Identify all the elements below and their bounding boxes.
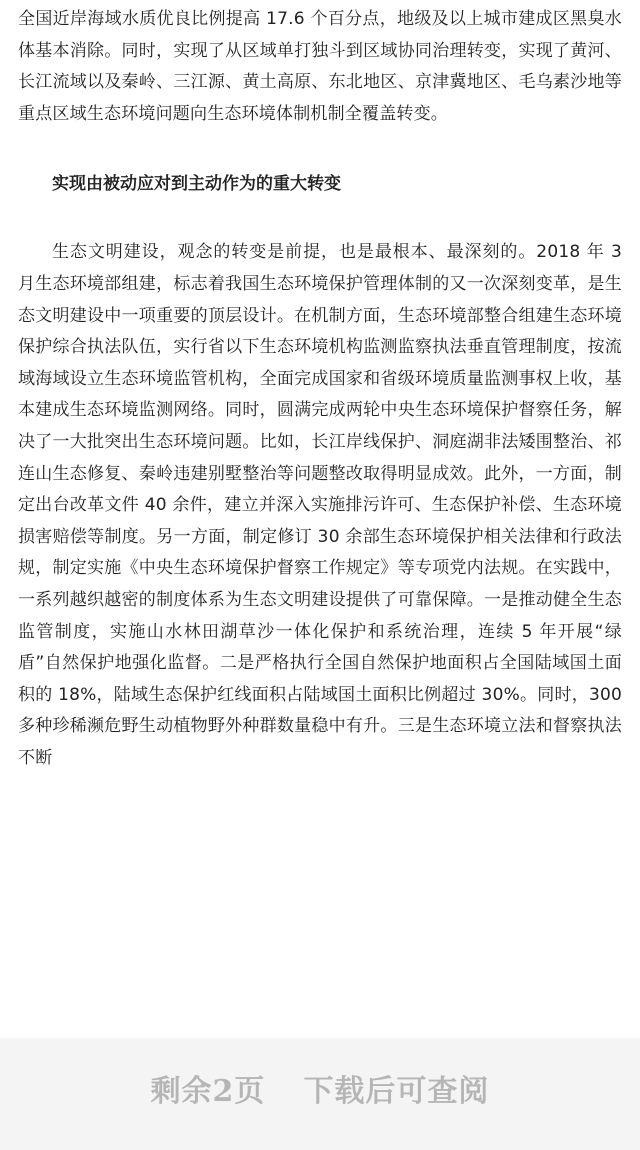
remaining-pages-label: 剩余2页: [150, 1074, 266, 1109]
body-paragraph: 全国近岸海域水质优良比例提高 17.6 个百分点，地级及以上城市建成区黑臭水体基本消除。同时，实现了从区域单打独斗到区域协同治理转变，实现了黄河、长江流域以及秦岭、三江源、黄土高原、东北地区、京津冀地区、毛乌素沙地等重点区域生态环境问题向生态环境体制机制全覆盖转变。: [18, 9, 622, 124]
document-body: [18, 0, 622, 774]
section-heading: 实现由被动应对到主动作为的重大转变: [52, 174, 341, 195]
body-paragraph: 生态文明建设，观念的转变是前提，也是最根本、最深刻的。2018 年 3 月生态环境部组建，标志着我国生态环境保护管理体制的又一次深刻变革，是生态文明建设中一项重要的顶层设计。在机制方面，生态环境部整合组建生态环境保护综合执法队伍，实行省以下生态环境机构监测监察执法垂直管理制度，按流域海域设立生态环境监管机构，全面完成国家和省级环境质量监测事权上收，基本建成生态环境监测网络。同时，圆满完成两轮中央生态环境保护督察任务，解决了一大批突出生态环境问题。比如，长江岸线保护、洞庭湖非法矮围整治、祁连山生态修复、秦岭违建别墅整治等问题整改取得明显成效。此外，一方面，制定出台改革文件 40 余件，建立并深入实施排污许可、生态保护补偿、生态环境损害赔偿等制度。另一方面，制定修订 30 余部生态环境保护相关法律和行政法规，制定实施《中央生态环境保护督察工作规定》等专项党内法规。在实践中，一系列越织越密的制度体系为生态文明建设提供了可靠保障。一是推动健全生态监管制度，实施山水林田湖草沙一体化保护和系统治理，连续 5 年开展“绿盾”自然保护地强化监督。二是严格执行全国自然保护地面积占全国陆域国土面积的 18%，陆域生态保护红线面积占陆域国土面积比例超过 30%。同时，300 多种珍稀濒危野生动植物野外种群数量稳中有升。三是生态环境立法和督察执法不断: [18, 242, 622, 768]
download-to-view-label: 下载后可查阅: [303, 1074, 490, 1109]
download-prompt[interactable]: [0, 1066, 640, 1110]
